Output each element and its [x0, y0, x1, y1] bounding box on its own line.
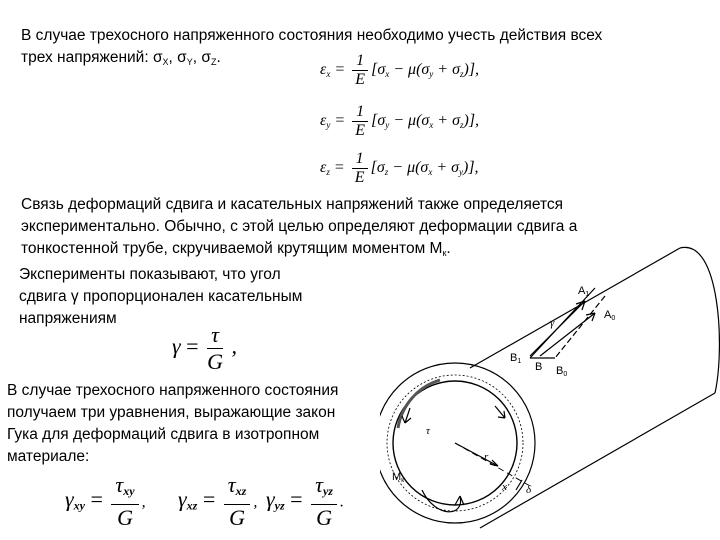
hooke-xz-num: τ [227, 472, 236, 497]
hooke-xy-gamma: γ [65, 486, 74, 512]
label-a0 [604, 309, 615, 322]
eq-x-s2: y [429, 69, 434, 80]
triaxial-line-4-text: материале: [7, 448, 90, 465]
hooke-xz-num-wrap [224, 472, 251, 505]
triaxial-line-3 [7, 424, 319, 445]
label-a0-text: A [604, 309, 612, 321]
hooke-yz-tail: . [339, 493, 344, 511]
hooke-xy-num-wrap [111, 472, 138, 505]
triaxial-line-1-text: В случае трехосного напряженного состояния [7, 382, 339, 399]
arrow-b-a0 [540, 313, 595, 356]
sep-1: , [168, 49, 178, 66]
label-b1-text: B [510, 352, 518, 364]
eq-x-num: 1 [352, 52, 368, 71]
gamma-formula [172, 322, 237, 375]
eq-z-s1: z [384, 167, 389, 178]
axis-line [455, 443, 530, 486]
label-b0-sub: 0 [563, 371, 568, 378]
experiment-line-1 [19, 264, 281, 285]
label-b0 [556, 365, 567, 378]
torque-arrow [455, 496, 464, 505]
eq-y-num: 1 [352, 103, 368, 122]
eq-x-lhs-sub: x [326, 69, 331, 80]
sep-2: , [192, 49, 202, 66]
eq-y-tail: )], [463, 112, 480, 130]
tube-bottom-edge [480, 393, 715, 528]
triaxial-line-2-text: получаем три уравнения, выражающие закон [7, 404, 336, 421]
label-tau: τ [426, 425, 430, 437]
eq-z-lhs: ε [320, 159, 327, 177]
eq-x-fraction [352, 52, 368, 89]
gamma-tail: , [225, 333, 237, 359]
hooke-yz-gamma: γ [266, 486, 275, 512]
gamma-fraction [207, 322, 223, 375]
hooke-formula-xz: $\gamma_{xz}$ = $\frac{\tau_{xz}}{G}$ , [178, 472, 258, 530]
hooke-xy-num-sub: xy [123, 484, 135, 498]
intro-end: . [216, 49, 221, 66]
tau-arrow-2 [495, 406, 505, 418]
label-delta: δ [526, 484, 532, 496]
tube-top-edge [470, 248, 680, 368]
eq-z-s2: x [428, 167, 433, 178]
eq-x-den: E [355, 71, 365, 88]
hooke-yz-num-wrap [311, 472, 337, 505]
gamma-eq: = [180, 333, 205, 359]
eq-y-den: E [355, 122, 365, 139]
experiment-line-1-text: Эксперименты показывают, что угол [19, 266, 281, 283]
hooke-xz-tail: , [253, 493, 258, 511]
hooke-formula-xy: $\gamma_{xy}$ = $\frac{\tau_{xy}}{G}$ , [65, 472, 146, 530]
intro-line-2-text: трех напряжений: [21, 49, 153, 66]
experiment-line-2 [19, 286, 302, 307]
eq-z-num: 1 [352, 150, 368, 169]
shear-line-1-text: Связь деформаций сдвига и касательных напряжений также определяется [21, 196, 564, 213]
eq-y-plus: + σ [433, 112, 460, 130]
eq-y-lhs: ε [320, 112, 327, 130]
eq-y-s2: x [429, 120, 434, 131]
eq-z-body: [σ [370, 159, 385, 177]
sigma-x: σ [152, 49, 163, 66]
sigma-x-sub: X [162, 57, 169, 67]
eq-y-mid: − μ(σ [389, 112, 430, 130]
hooke-xy-gamma-sub: xy [73, 498, 85, 513]
eq-x-body: [σ [371, 61, 386, 79]
intro-line-1-text: В случае трехосного напряженного состояния необходимо учесть действия всех [21, 27, 603, 44]
eq-x-tail: )], [463, 61, 480, 79]
eq-z-mid: − μ(σ [388, 159, 429, 177]
equation-epsilon-x: $\varepsilon_x$ = $\frac{1}{E}$ $[\sigma_x - \mu(\sigma_y + \sigma_z)]$, [320, 52, 480, 88]
label-a1-text: A [578, 285, 586, 297]
sigma-z-sub: Z [210, 57, 217, 67]
intro-line-1 [21, 25, 602, 46]
hooke-xy-den: G [117, 505, 133, 530]
experiment-line-2-text: сдвига γ пропорционален касательным [19, 288, 303, 305]
triaxial-line-2 [7, 402, 335, 423]
experiment-line-3 [19, 308, 117, 329]
label-r: r [484, 451, 489, 463]
shear-line-3-text: тонкостенной трубе, скручиваемой крутящим моментом М [21, 240, 443, 257]
intro-line-2 [21, 47, 221, 73]
eq-x-plus: + σ [433, 61, 460, 79]
label-mk [392, 471, 405, 484]
sigma-y: σ [177, 49, 187, 66]
equation-epsilon-y: $\varepsilon_y$ = $\frac{1}{E}$ $[\sigma_y - \mu(\sigma_x + \sigma_z)]$, [320, 103, 480, 139]
eq-z-den: E [354, 169, 365, 186]
tube-far-end [680, 247, 719, 393]
triaxial-line-1 [7, 380, 338, 401]
eq-z-plus: + σ [432, 159, 459, 177]
shear-line-1 [21, 194, 563, 215]
tube-near-end-outer [380, 363, 535, 523]
eq-y-lhs-sub: y [326, 120, 331, 131]
torque-arc [422, 490, 461, 512]
label-b1-sub: 1 [517, 358, 522, 365]
equation-epsilon-z: $\varepsilon_z$ = $\frac{1}{E}$ $[\sigma_z - \mu(\sigma_x + \sigma_y)]$, [320, 150, 479, 186]
label-b1 [510, 352, 521, 365]
label-a1 [578, 285, 589, 298]
shear-line-3-sub: к [442, 248, 447, 258]
hooke-xz-den: G [229, 505, 245, 530]
eq-x-s1: x [385, 69, 390, 80]
hooke-formula-yz: $\gamma_{yz}$ = $\frac{\tau_{yz}}{G}$ . [266, 472, 344, 530]
triaxial-line-3-text: Гука для деформаций сдвига в изотропном [7, 426, 320, 443]
hooke-xz-gamma-sub: xz [186, 498, 198, 513]
label-gamma: γ [550, 317, 555, 329]
eq-y-body: [σ [371, 112, 386, 130]
hooke-xy-tail: , [141, 493, 146, 511]
hooke-xy-fraction [111, 472, 138, 531]
eq-x-s3: z [459, 69, 464, 80]
label-mk-text: M [392, 471, 402, 483]
shear-line-3-end: . [446, 240, 451, 257]
hooke-yz-den: G [316, 505, 332, 530]
gamma-den: G [207, 349, 223, 374]
gamma-lhs: γ [172, 333, 181, 359]
hooke-yz-num-sub: yz [322, 484, 333, 498]
eq-z-s3: y [459, 167, 463, 178]
label-b0-text: B [556, 365, 564, 377]
label-a1-sub: 1 [585, 291, 590, 298]
label-x: x [502, 481, 507, 493]
twisted-tube-diagram [380, 228, 720, 538]
sigma-z: σ [201, 49, 211, 66]
hooke-xy-num: τ [115, 472, 124, 497]
eq-x-mid: − μ(σ [389, 61, 430, 79]
eq-x-lhs: ε [320, 61, 327, 79]
eq-z-lhs-sub: z [326, 167, 330, 178]
sigma-y-sub: Y [186, 57, 193, 67]
triaxial-line-4 [7, 446, 89, 467]
radius-line [455, 443, 498, 466]
hooke-yz-num: τ [315, 472, 323, 497]
experiment-line-3-text: напряжениям [19, 310, 117, 327]
hooke-xz-gamma: γ [178, 486, 187, 512]
eq-z-tail: )], [463, 159, 479, 177]
label-a0-sub: 0 [611, 315, 616, 322]
eq-y-s1: y [385, 120, 390, 131]
hooke-yz-gamma-sub: yz [274, 498, 285, 513]
eq-y-s3: z [459, 120, 464, 131]
eq-y-fraction [352, 103, 368, 140]
hooke-xz-num-sub: xz [235, 484, 247, 498]
label-mk-sub: к [401, 477, 405, 484]
hooke-yz-fraction [311, 472, 337, 531]
shear-line-2-text: экспериментально. Обычно, с этой целью определяют деформации сдвига а [21, 218, 578, 235]
eq-z-fraction [352, 150, 368, 187]
hooke-xz-fraction [224, 472, 251, 531]
gamma-num: τ [207, 322, 223, 349]
label-b: B [535, 361, 543, 373]
